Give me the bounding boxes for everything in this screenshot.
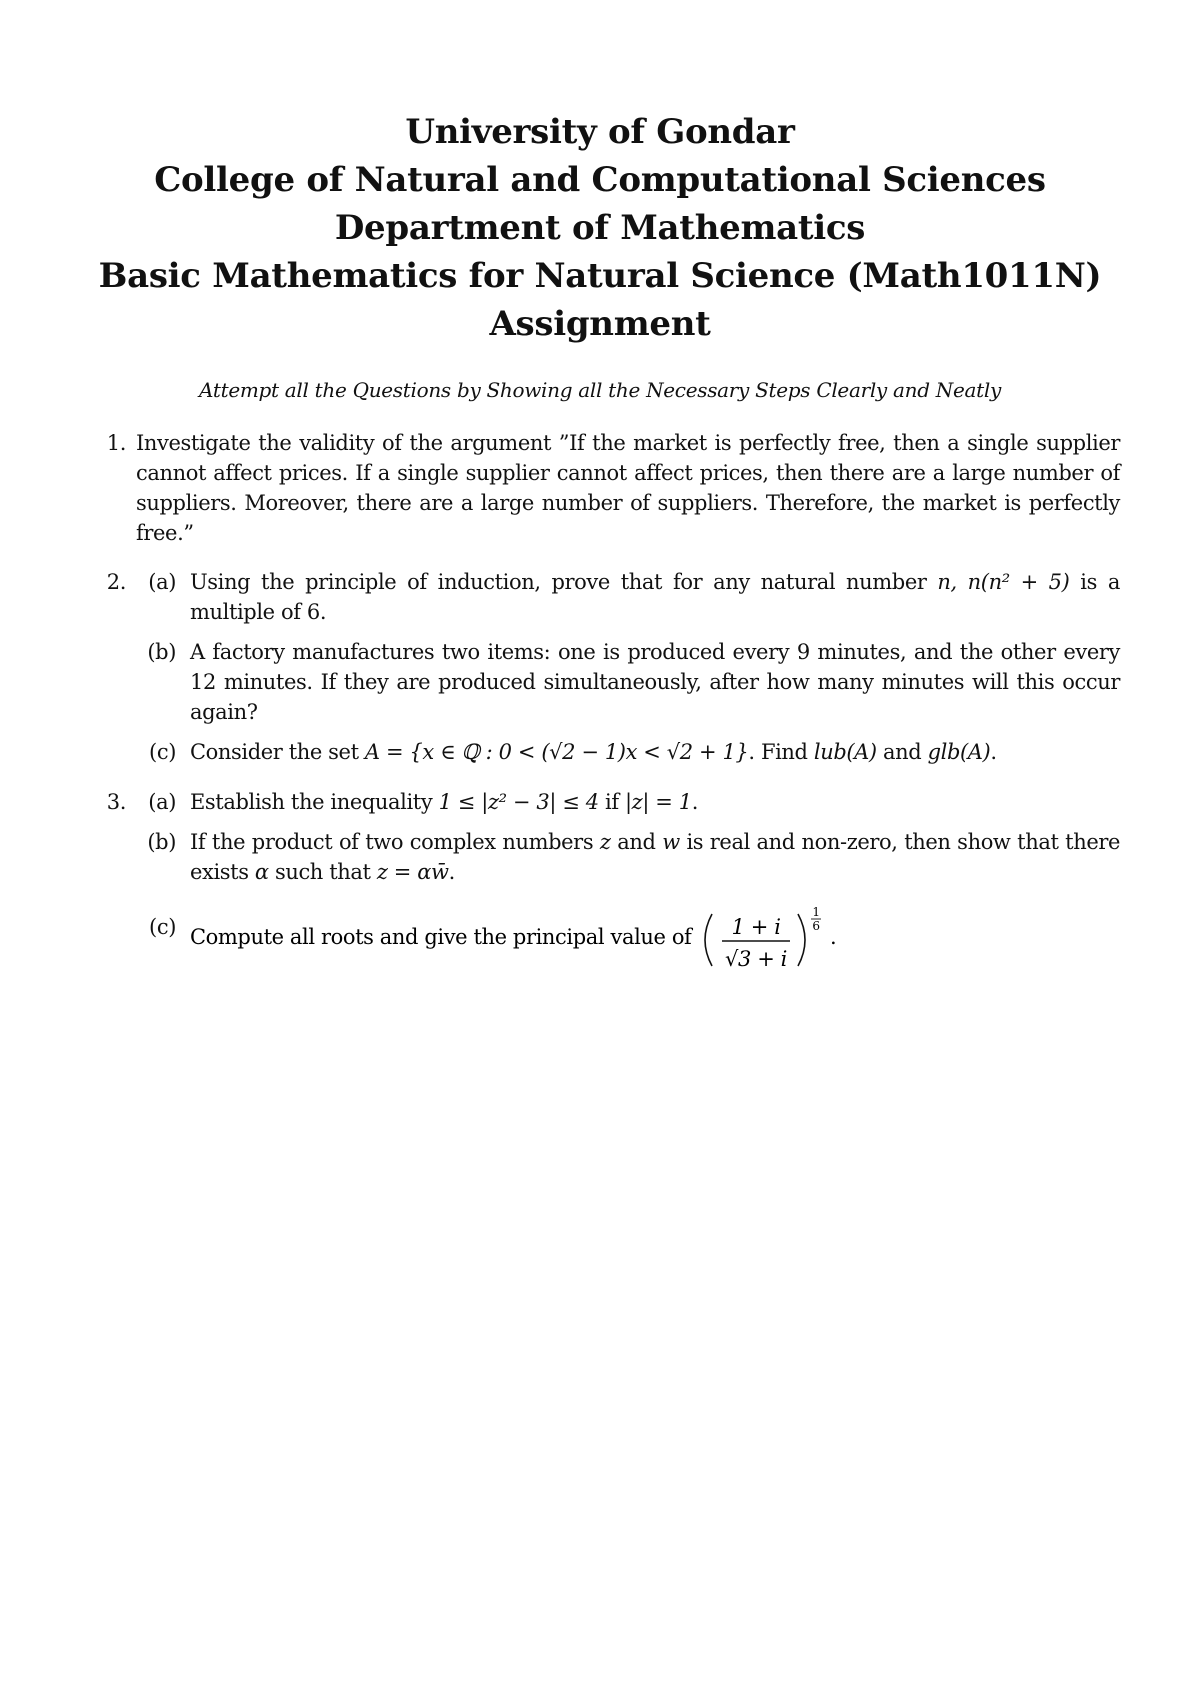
text-segment: . xyxy=(448,860,455,884)
subquestion-text xyxy=(190,787,1120,817)
question-number: 1. xyxy=(106,431,126,455)
document-header xyxy=(0,108,1200,348)
text-segment: If the product of two complex numbers xyxy=(190,830,594,854)
subquestion-label: (a) xyxy=(148,790,176,814)
subquestion-label: (c) xyxy=(149,915,176,939)
math-expression: A = {x ∈ ℚ : 0 < (√2 − 1)x < √2 + 1} xyxy=(364,740,749,764)
math-expression: lub(A) xyxy=(813,740,877,764)
text-segment: . xyxy=(830,925,837,949)
text-segment: Compute all roots and give the principal value of xyxy=(190,925,692,949)
document-type: Assignment xyxy=(489,304,711,344)
subquestion-text xyxy=(190,567,1120,627)
subquestion-label: (b) xyxy=(147,640,176,664)
text-segment: . Find xyxy=(748,740,808,764)
text-segment: is a multiple of 6. xyxy=(190,570,1120,624)
text-segment: Using the principle of induction, prove that for any natural number xyxy=(190,570,927,594)
question-number: 3. xyxy=(106,790,126,814)
text-segment: if xyxy=(605,790,619,814)
text-segment: . xyxy=(990,740,997,764)
text-segment: . xyxy=(691,790,698,814)
text-segment: Consider the set xyxy=(190,740,359,764)
subquestion-label: (c) xyxy=(149,740,176,764)
formula-svg xyxy=(190,900,1120,980)
math-expression: α xyxy=(254,860,269,884)
subquestion-label: (b) xyxy=(147,830,176,854)
exponent-denominator: 6 xyxy=(812,919,820,933)
text-segment: such that xyxy=(274,860,371,884)
question-number: 2. xyxy=(106,570,126,594)
text-segment: Establish the inequality xyxy=(190,790,433,814)
math-expression: glb(A) xyxy=(927,740,991,764)
text-segment: and xyxy=(883,740,922,764)
subquestion-text xyxy=(190,827,1120,887)
math-expression: n, n(n² + 5) xyxy=(937,570,1070,594)
subquestion-label: (a) xyxy=(148,570,176,594)
math-expression: 1 ≤ |z² − 3| ≤ 4 xyxy=(438,790,599,814)
fraction-numerator: 1 + i xyxy=(731,915,781,939)
instructions: Attempt all the Questions by Showing all the Necessary Steps Clearly and Neatly xyxy=(199,378,1001,402)
department-name: Department of Mathematics xyxy=(334,208,866,248)
exponent-numerator: 1 xyxy=(812,905,820,919)
university-name: University of Gondar xyxy=(405,112,795,152)
subquestion-text xyxy=(190,900,1120,988)
fraction-denominator: √3 + i xyxy=(724,947,788,971)
subquestion-text xyxy=(190,737,1120,767)
left-parenthesis xyxy=(705,914,712,966)
course-title: Basic Mathematics for Natural Science (Math1011N) xyxy=(98,256,1102,296)
math-expression: |z| = 1 xyxy=(624,790,692,814)
right-parenthesis xyxy=(798,914,805,966)
text-segment: and xyxy=(617,830,656,854)
question-text: Investigate the validity of the argument ”If the market is perfectly free, then a single supplier cannot affect prices. If a single supplier cannot affect prices, then there are a large number of suppliers. Moreover, there are a large number of suppliers. Therefore, the market is perfectly free.” xyxy=(136,431,1120,545)
math-expression: z = αw̄ xyxy=(376,860,449,884)
math-expression: w xyxy=(662,830,680,854)
text-segment: is real and non-zero, then show that there exists xyxy=(190,830,1121,884)
math-expression: z xyxy=(599,830,611,854)
subquestion-text: A factory manufactures two items: one is produced every 9 minutes, and the other every 12 minutes. If they are produced simultaneously, after how many minutes will this occur again? xyxy=(190,640,1120,724)
college-name: College of Natural and Computational Sciences xyxy=(154,160,1046,200)
